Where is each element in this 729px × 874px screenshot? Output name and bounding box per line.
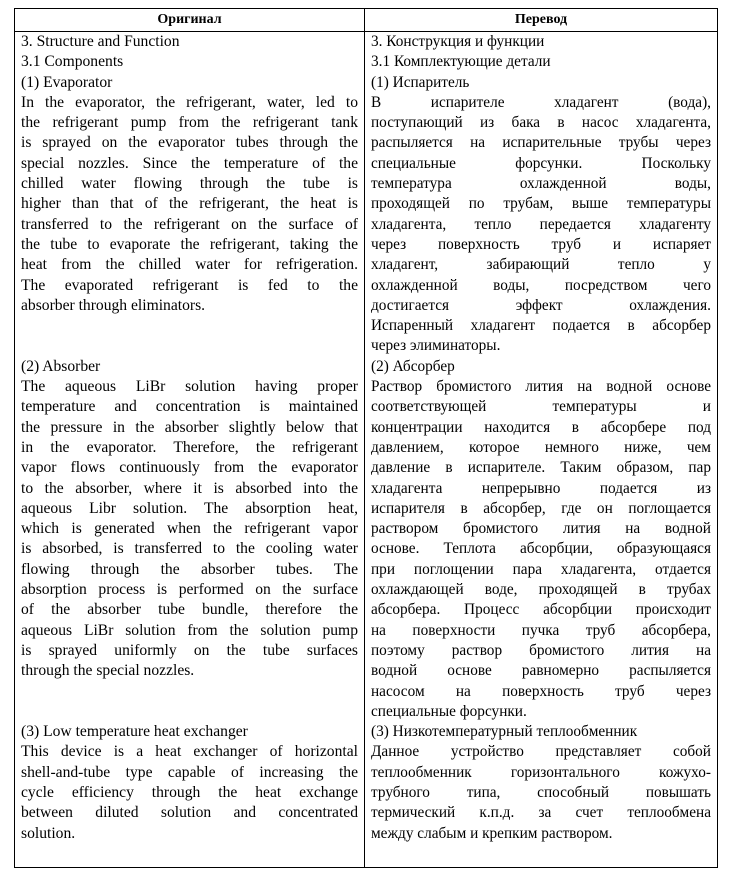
subsection-title: 3.1 Components <box>21 53 124 71</box>
header-translation: Перевод <box>365 9 718 32</box>
table-row <box>15 32 718 868</box>
paragraph-line: chilled water flowing through the tube is <box>21 175 358 193</box>
paragraph-line: В испарителе хладагент (вода), <box>371 93 711 111</box>
evaporator-heading: (1) Evaporator <box>21 73 113 91</box>
paragraph-line: достигается эффект охлаждения. <box>371 296 711 314</box>
paragraph-line: абсорбера. Процесс абсорбции происходит <box>371 601 711 619</box>
paragraph-line: температура охлажденной воды, <box>371 175 711 193</box>
paragraph-line: через поверхность труб и испаряет <box>371 235 711 253</box>
paragraph-line: основе. Теплота абсорбции, образующаяся <box>371 540 711 558</box>
paragraph-line: is absorbed, is transferred to the cooling water <box>21 540 358 558</box>
paragraph-line: the pressure in the absorber slightly below that <box>21 418 358 436</box>
paragraph-line: Испаренный хладагент подается в абсорбер <box>371 317 711 335</box>
paragraph-line: between diluted solution and concentrated <box>21 804 358 822</box>
paragraph-line: через элиминаторы. <box>371 337 501 355</box>
paragraph-line: temperature and concentration is maintained <box>21 398 358 416</box>
paragraph-line: при поглощении пара хладагента, отдается <box>371 560 711 578</box>
paragraph-line: теплообменник горизонтального кожухо- <box>371 763 711 781</box>
table-header-row <box>15 9 718 32</box>
paragraph-line: охлаждающей воде, проходящей в трубах <box>371 581 711 599</box>
paragraph-line: which is generated when the refrigerant vapor <box>21 520 358 538</box>
paragraph-line: in the evaporator. Therefore, the refrigerant <box>21 438 358 456</box>
absorber-heading: (2) Абсорбер <box>371 357 455 375</box>
paragraph-line: heat from the chilled water for refrigeration. <box>21 256 358 274</box>
paragraph-line: The evaporated refrigerant is fed to the <box>21 276 358 294</box>
paragraph-line: на поверхности пучка труб абсорбера, <box>371 621 711 639</box>
paragraph-line: соответствующей температуры и <box>371 398 711 416</box>
evaporator-heading: (1) Испаритель <box>371 73 470 91</box>
subsection-title: 3.1 Комплектующие детали <box>371 53 551 71</box>
paragraph-line: раствором бромистого лития на водной <box>371 520 711 538</box>
translation-table <box>14 8 718 868</box>
paragraph-line: In the evaporator, the refrigerant, water, led to <box>21 93 358 111</box>
paragraph-line: поступающий из бака в насос хладагента, <box>371 114 711 132</box>
translation-column <box>365 32 718 868</box>
paragraph-line: shell-and-tube type capable of increasing the <box>21 763 358 781</box>
paragraph-line: трубного типа, способный повышать <box>371 783 711 801</box>
paragraph-line: to the absorber, where it is absorbed into the <box>21 479 358 497</box>
paragraph-line: давлением, которое немного ниже, чем <box>371 438 711 456</box>
paragraph-line: flowing through the absorber tubes. The <box>21 560 358 578</box>
heat-exchanger-heading: (3) Низкотемпературный теплообменник <box>371 723 638 741</box>
paragraph-line: through the special nozzles. <box>21 662 195 680</box>
section-title: 3. Конструкция и функции <box>371 33 545 50</box>
paragraph-line: is sprayed on the evaporator tubes through the <box>21 134 358 152</box>
original-column <box>15 32 365 868</box>
heat-exchanger-heading: (3) Low temperature heat exchanger <box>21 723 248 741</box>
paragraph-line: absorption process is performed on the surface <box>21 581 358 599</box>
section-title: 3. Structure and Function <box>21 33 180 50</box>
paragraph-line: aqueous Libr solution. The absorption heat, <box>21 499 358 517</box>
paragraph-line: специальные форсунки. Поскольку <box>371 154 711 172</box>
paragraph-line: cycle efficiency through the heat exchange <box>21 783 358 801</box>
paragraph-line: между слабым и крепким раствором. <box>371 824 613 842</box>
header-original: Оригинал <box>15 9 365 32</box>
paragraph-line: This device is a heat exchanger of horizontal <box>21 743 358 761</box>
paragraph-line: special nozzles. Since the temperature of the <box>21 154 358 172</box>
paragraph-line: is sprayed uniformly on the tube surfaces <box>21 641 358 659</box>
paragraph-line: of the absorber tube bundle, therefore the <box>21 601 358 619</box>
paragraph-line: давление в испарителе. Таким образом, пар <box>371 459 711 477</box>
paragraph-line: проходящей по трубам, выше температуры <box>371 195 711 213</box>
paragraph-line: aqueous LiBr solution from the solution pump <box>21 621 358 639</box>
paragraph-line: хладагента, тепло передается хладагенту <box>371 215 711 233</box>
paragraph-line: higher than that of the refrigerant, the heat is <box>21 195 358 213</box>
absorber-heading: (2) Absorber <box>21 357 101 375</box>
paragraph-line: Данное устройство представляет собой <box>371 743 711 761</box>
paragraph-line: поэтому раствор бромистого лития на <box>371 641 711 659</box>
paragraph-line: хладагента непрерывно подается из <box>371 479 711 497</box>
paragraph-line: концентрации находится в абсорбере под <box>371 418 711 436</box>
paragraph-line: испарителя в абсорбер, где он поглощается <box>371 499 711 517</box>
paragraph-line: термический к.п.д. за счет теплообмена <box>371 804 711 822</box>
paragraph-line: специальные форсунки. <box>371 702 527 720</box>
paragraph-line: распыляется на испарительные трубы через <box>371 134 711 152</box>
paragraph-line: solution. <box>21 824 76 842</box>
paragraph-line: the tube to evaporate the refrigerant, taking the <box>21 235 358 253</box>
paragraph-line: насосом на поверхность труб через <box>371 682 711 700</box>
paragraph-line: The aqueous LiBr solution having proper <box>21 378 358 396</box>
paragraph-line: водной основе равномерно распыляется <box>371 662 711 680</box>
paragraph-line: vapor flows continuously from the evaporator <box>21 459 358 477</box>
paragraph-line: the refrigerant pump from the refrigerant tank <box>21 114 358 132</box>
paragraph-line: Раствор бромистого лития на водной основе <box>371 378 711 396</box>
paragraph-line: transferred to the refrigerant on the surface of <box>21 215 358 233</box>
paragraph-line: absorber through eliminators. <box>21 296 206 314</box>
paragraph-line: хладагент, забирающий тепло у <box>371 256 711 274</box>
paragraph-line: охлажденной воды, посредством чего <box>371 276 711 294</box>
